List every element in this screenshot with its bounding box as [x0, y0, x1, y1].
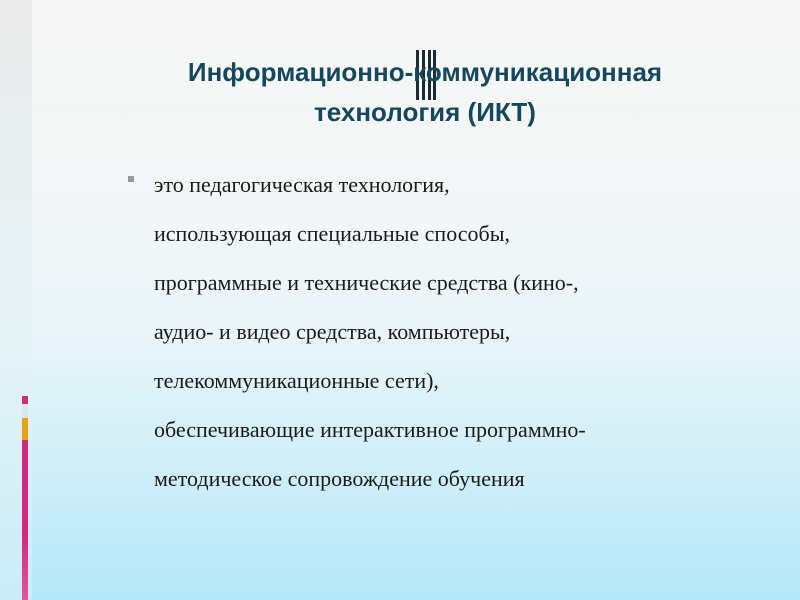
- bullet-line: это педагогическая технология,: [154, 172, 450, 197]
- slide-title: [90, 52, 760, 132]
- accent-stripe-light: [22, 404, 28, 418]
- bullet-line: программные и технические средства (кино-,: [154, 270, 579, 295]
- slide-title-line: Информационно-коммуникационная: [187, 57, 663, 87]
- slide-title-line: технология (ИКТ): [314, 97, 536, 127]
- bullet-text: [154, 160, 754, 503]
- accent-stripe-orange: [22, 418, 28, 440]
- accent-stripe-magenta: [22, 396, 28, 404]
- bullet-line: телекоммуникационные сети),: [154, 368, 439, 393]
- bullet-line: обеспечивающие интерактивное программно-: [154, 417, 586, 442]
- bullet-marker-icon: [128, 176, 134, 182]
- bullet-line: аудио- и видео средства, компьютеры,: [154, 319, 511, 344]
- accent-stripe-magenta-long: [22, 440, 28, 600]
- bullet-line: методическое сопровождение обучения: [154, 466, 525, 491]
- bullet-line: использующая специальные способы,: [154, 221, 510, 246]
